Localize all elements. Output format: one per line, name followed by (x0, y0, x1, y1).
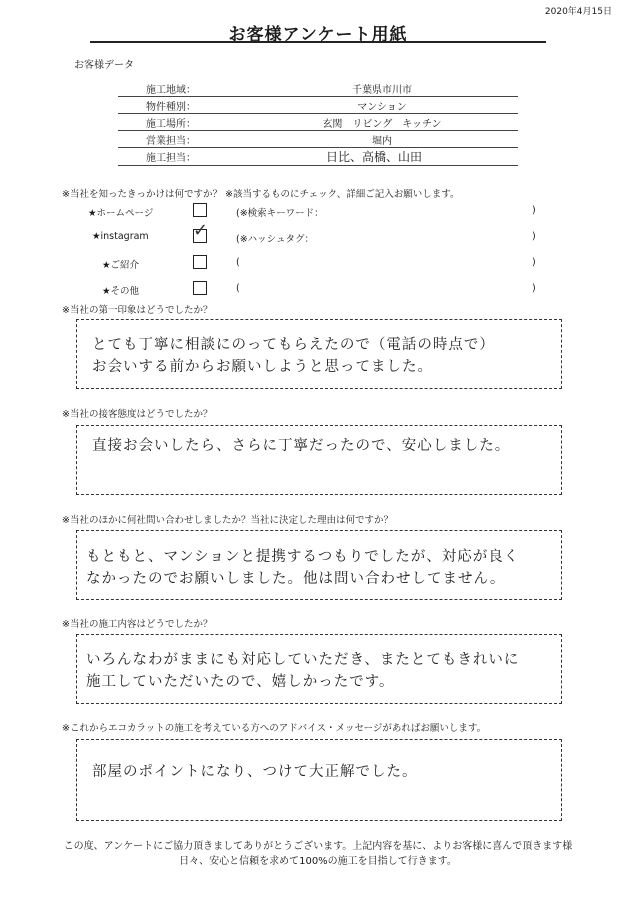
info-label: 施工担当： (118, 148, 246, 166)
info-row-installers (118, 148, 518, 166)
answer-line: 部屋のポイントになり、つけて大正解でした。 (92, 764, 418, 780)
option-label: ★ホームページ (88, 208, 154, 219)
info-row-property (118, 97, 518, 114)
option-detail: (※ハッシュタグ： (236, 234, 314, 245)
customer-data-heading: お客様データ (74, 60, 134, 71)
option-close-paren: ) (532, 205, 536, 216)
option-close-paren: ) (532, 257, 536, 268)
answer-line: いろんなわがままにも対応していただき、またとてもきれいに (86, 652, 520, 668)
answer-line: なかったのでお願いしました。他は問い合わせしてません。 (86, 571, 506, 587)
info-value: 玄関 リビング キッチン (246, 114, 518, 131)
info-label: 施工場所： (118, 114, 246, 131)
footer-line: 日々、安心と信頼を求めて100%の施工を目指して行きます。 (179, 856, 457, 867)
question-installation: ※当社の施工内容はどうでしたか？ (62, 619, 213, 630)
page-title: お客様アンケート用紙 (228, 25, 408, 45)
answer-line: もともと、マンションと提携するつもりでしたが、対応が良く (86, 549, 520, 565)
info-row-sales (118, 131, 518, 148)
answer-box-installation (76, 634, 562, 704)
checkbox-homepage[interactable] (193, 203, 207, 217)
answer-box-first-impression (76, 319, 562, 389)
question-first-impression: ※当社の第一印象はどうでしたか？ (62, 305, 213, 316)
answer-line: 施工していただいたので、嬉しかったです。 (86, 674, 395, 690)
option-label: ★その他 (102, 286, 140, 297)
info-row-location (118, 114, 518, 131)
info-value-handwritten: 日比、高橋、山田 (246, 148, 518, 166)
option-detail: (※検索キーワード： (236, 208, 324, 219)
info-label: 施工地域： (118, 80, 246, 97)
checkbox-referral[interactable] (193, 255, 207, 269)
question-service-attitude: ※当社の接客態度はどうでしたか？ (62, 409, 213, 420)
info-label: 物件種別： (118, 97, 246, 114)
check-mark-icon: ✓ (193, 220, 209, 241)
answer-line: 直接お会いしたら、さらに丁寧だったので、安心しました。 (92, 438, 511, 454)
checkbox-other[interactable] (193, 281, 207, 295)
info-value: 千葉県市川市 (246, 80, 518, 97)
info-row-area (118, 80, 518, 97)
footer-line: この度、アンケートにご協力頂きましてありがとうございます。上記内容を基に、よりお客様に喜んで頂きます様 (63, 841, 573, 852)
option-close-paren: ) (532, 283, 536, 294)
option-close-paren: ) (532, 231, 536, 242)
option-detail: ( (236, 257, 240, 268)
info-value: マンション (246, 97, 518, 114)
customer-data-table (118, 80, 518, 166)
answer-line: とても丁寧に相談にのってもらえたので（電話の時点で） (92, 337, 495, 353)
survey-date: 2020年4月15日 (544, 7, 612, 17)
option-label: ★instagram (92, 231, 149, 242)
answer-line: お会いする前からお願いしようと思ってました。 (92, 359, 433, 375)
info-label: 営業担当： (118, 131, 246, 148)
title-underline (90, 41, 546, 43)
info-value: 堀内 (246, 131, 518, 148)
question-source: ※当社を知ったきっかけは何ですか？ ※該当するものにチェック、詳細ご記入お願いします。 (62, 189, 460, 200)
option-detail: ( (236, 283, 240, 294)
option-label: ★ご紹介 (102, 260, 140, 271)
question-advice: ※これからエコカラットの施工を考えている方へのアドバイス・メッセージがあればお願いします。 (62, 723, 487, 734)
question-other-companies: ※当社のほかに何社問い合わせしましたか？当社に決定した理由は何ですか？ (62, 515, 393, 526)
